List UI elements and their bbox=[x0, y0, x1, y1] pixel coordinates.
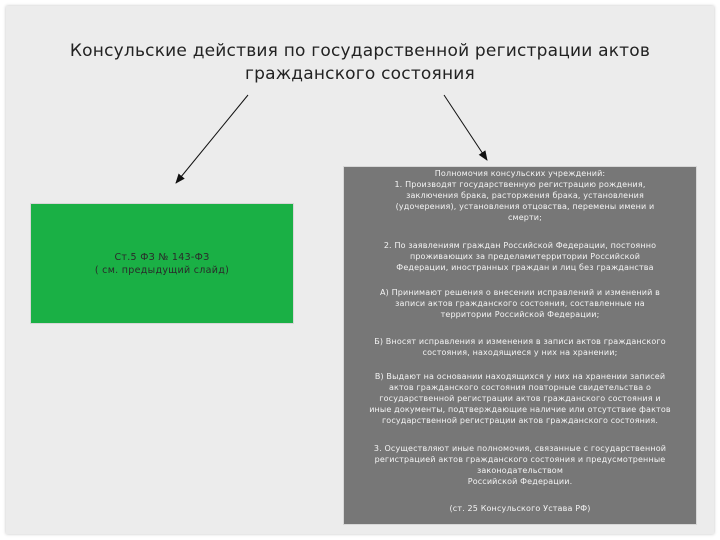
arrow-to-left-box bbox=[176, 95, 248, 183]
sub-a-line: А) Принимают решения о внесении исправлений и изменений в bbox=[379, 288, 661, 297]
powers-heading-block bbox=[352, 168, 688, 223]
powers-heading: Полномочия консульских учреждений: bbox=[434, 169, 606, 178]
arrow-to-right-box bbox=[444, 95, 487, 160]
sub-item-a bbox=[352, 287, 688, 320]
consular-powers-box bbox=[343, 166, 697, 525]
sub-v-line: В) Выдают на основании находящихся у них на хранении записей bbox=[374, 372, 666, 381]
item1-line: 1. Производят государственную регистрацию рождения, bbox=[394, 180, 646, 189]
item1-line: (удочерения), установления отцовства, перемены имени и bbox=[395, 202, 655, 211]
legal-reference-line-2: ( см. предыдущий слайд) bbox=[94, 264, 230, 276]
item2-block bbox=[352, 240, 688, 273]
item3-line: 3. Осуществляют иные полномочия, связанные с государственной bbox=[373, 444, 667, 453]
sub-v-line: иные документы, подтверждающие наличие или отсутствие фактов bbox=[369, 405, 671, 414]
item2-line: проживающих за пределамитерритории Российской bbox=[409, 252, 641, 261]
source-citation-block bbox=[352, 503, 688, 514]
item3-line: регистрацией актов гражданского состояния и предусмотренные bbox=[374, 455, 666, 464]
item2-line: 2. По заявлениям граждан Российской Федерации, постоянно bbox=[383, 241, 657, 250]
sub-a-line: территории Российской Федерации; bbox=[440, 310, 600, 319]
item3-block bbox=[352, 443, 688, 487]
item3-line: Российской Федерации. bbox=[467, 477, 573, 486]
legal-reference-box bbox=[30, 203, 294, 324]
item2-line: Федерации, иностранных граждан и лиц без гражданства bbox=[396, 263, 654, 272]
sub-b-line: состояния, находящиеся у них на хранении; bbox=[422, 348, 618, 357]
sub-item-v bbox=[352, 371, 688, 426]
legal-reference-line-1: Ст.5 ФЗ № 143-ФЗ bbox=[114, 251, 210, 263]
sub-v-line: государственной регистрации актов гражданского состояния. bbox=[381, 416, 659, 425]
sub-item-b bbox=[352, 336, 688, 358]
sub-a-line: записи актов гражданского состояния, составленные на bbox=[395, 299, 645, 308]
sub-v-line: актов гражданского состояния повторные свидетельства о bbox=[388, 383, 652, 392]
item1-line: смерти; bbox=[507, 213, 543, 222]
sub-v-line: государственной регистрации актов гражданского состояния и bbox=[379, 394, 661, 403]
source-citation: (ст. 25 Консульского Устава РФ) bbox=[449, 504, 591, 513]
title-line-1: Консульские действия по государственной регистрации актов bbox=[69, 41, 651, 61]
title-line-2: гражданского состояния bbox=[245, 64, 475, 84]
sub-b-line: Б) Вносят исправления и изменения в записи актов гражданского bbox=[374, 337, 666, 346]
item3-line: законодательством bbox=[476, 466, 564, 475]
item1-line: заключения брака, расторжения брака, установления bbox=[406, 191, 644, 200]
